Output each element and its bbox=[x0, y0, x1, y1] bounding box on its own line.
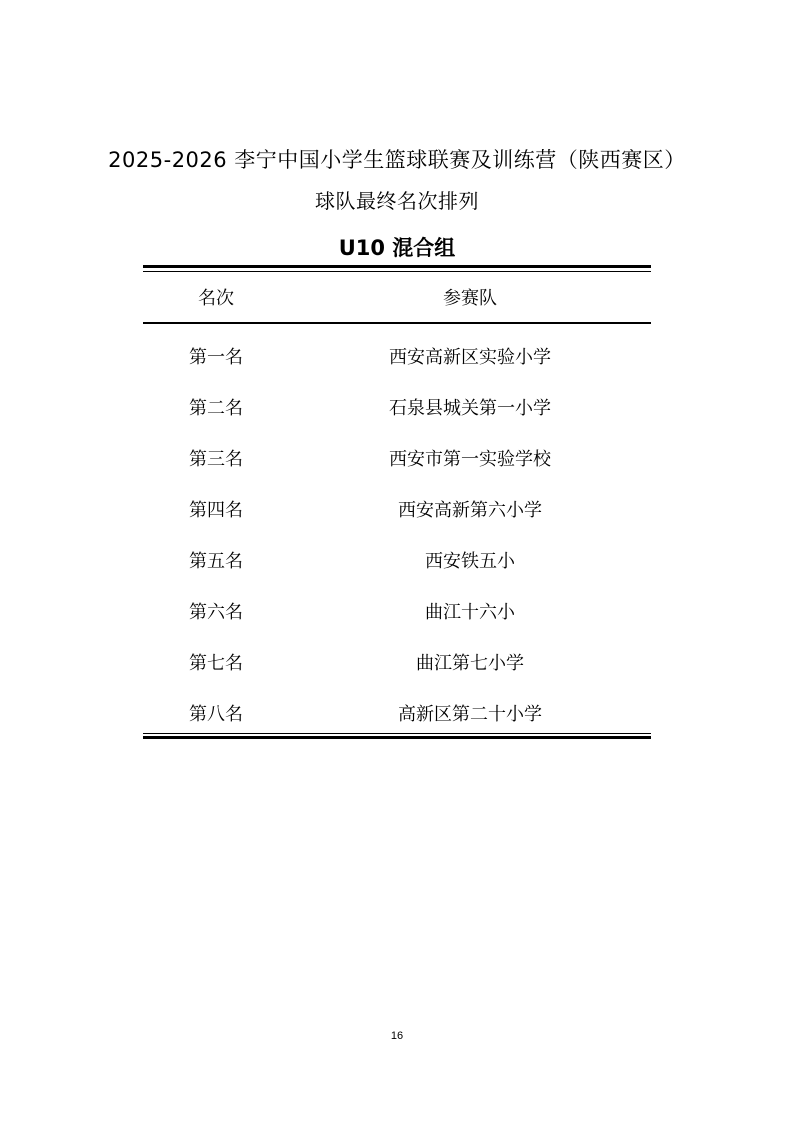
table-bottom-thick-rule bbox=[143, 736, 651, 739]
document-title: 2025-2026 李宁中国小学生篮球联赛及训练营（陕西赛区） bbox=[108, 148, 686, 172]
rank-cell: 第六名 bbox=[189, 601, 243, 623]
header-team: 参赛队 bbox=[443, 288, 497, 309]
rank-cell: 第四名 bbox=[189, 499, 243, 521]
ranking-table bbox=[143, 272, 651, 725]
table-row bbox=[143, 687, 651, 738]
document-subtitle: 球队最终名次排列 bbox=[315, 189, 479, 213]
team-cell: 西安高新第六小学 bbox=[398, 499, 542, 521]
page-number: 16 bbox=[390, 1030, 404, 1042]
team-cell: 西安市第一实验学校 bbox=[389, 448, 551, 470]
table-row bbox=[143, 432, 651, 483]
table-body bbox=[143, 330, 651, 738]
table-row bbox=[143, 534, 651, 585]
table-header-rule bbox=[143, 322, 651, 324]
table-bottom-thin-rule bbox=[143, 733, 651, 734]
table-header-row bbox=[143, 272, 651, 322]
team-cell: 西安高新区实验小学 bbox=[389, 346, 551, 368]
group-title: U10 混合组 bbox=[338, 236, 456, 260]
table-top-thick-rule bbox=[143, 265, 651, 268]
table-row bbox=[143, 330, 651, 381]
table-row bbox=[143, 585, 651, 636]
table-row bbox=[143, 381, 651, 432]
team-cell: 高新区第二十小学 bbox=[398, 703, 542, 725]
rank-cell: 第五名 bbox=[189, 550, 243, 572]
rank-cell: 第七名 bbox=[189, 652, 243, 674]
team-cell: 曲江十六小 bbox=[425, 601, 515, 623]
team-cell: 曲江第七小学 bbox=[416, 652, 524, 674]
team-cell: 石泉县城关第一小学 bbox=[389, 397, 551, 419]
team-cell: 西安铁五小 bbox=[425, 550, 515, 572]
rank-cell: 第八名 bbox=[189, 703, 243, 725]
header-rank: 名次 bbox=[198, 288, 234, 309]
rank-cell: 第一名 bbox=[189, 346, 243, 368]
table-row bbox=[143, 636, 651, 687]
rank-cell: 第二名 bbox=[189, 397, 243, 419]
rank-cell: 第三名 bbox=[189, 448, 243, 470]
table-row bbox=[143, 483, 651, 534]
